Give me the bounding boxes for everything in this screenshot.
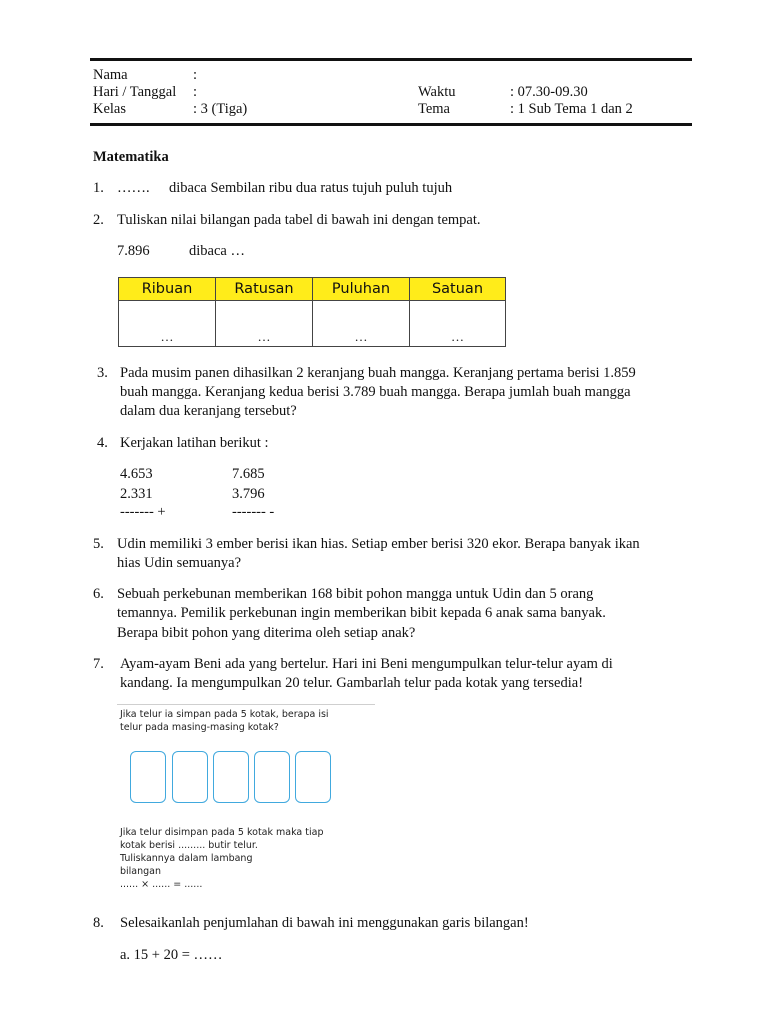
q6-line: Berapa bibit pohon yang diterima oleh setiap anak?: [117, 625, 416, 641]
q4-operand: 7.685: [232, 466, 265, 482]
answer-cell-puluhan[interactable]: …: [313, 301, 410, 347]
q1-blank: …….: [117, 180, 150, 196]
kelas-value: : 3 (Tiga): [193, 101, 248, 117]
panel-prompt-line: Jika telur ia simpan pada 5 kotak, berapa isi: [120, 709, 329, 720]
q4-operand: 4.653: [120, 466, 153, 482]
panel-prompt-line: telur pada masing-masing kotak?: [120, 722, 279, 733]
q8-number: 8.: [93, 915, 104, 931]
q6-number: 6.: [93, 586, 104, 602]
hari-colon: :: [193, 84, 198, 100]
q6-line: Sebuah perkebunan memberikan 168 bibit pohon mangga untuk Udin dan 5 orang: [117, 586, 594, 602]
q2-text: Tuliskan nilai bilangan pada tabel di bawah ini dengan tempat.: [117, 212, 481, 228]
q8-item-a: a. 15 + 20 = ……: [120, 947, 223, 963]
panel-answer-line: ...... × ...... = ......: [120, 879, 203, 890]
q3-number: 3.: [97, 365, 108, 381]
egg-box[interactable]: [130, 751, 166, 803]
kelas-label: Kelas: [93, 101, 127, 117]
q6-line: temannya. Pemilik perkebunan ingin memberikan bibit kepada 6 anak sama banyak.: [117, 605, 606, 621]
q7-line: Ayam-ayam Beni ada yang bertelur. Hari ini Beni mengumpulkan telur-telur ayam di: [120, 656, 613, 672]
answer-cell-ribuan[interactable]: …: [119, 301, 216, 347]
panel-answer-line: bilangan: [120, 866, 162, 877]
q4-operator-line: ------- -: [232, 504, 275, 520]
egg-box[interactable]: [213, 751, 249, 803]
col-header-ribuan: Ribuan: [119, 278, 216, 301]
q7-line: kandang. Ia mengumpulkan 20 telur. Gambarlah telur pada kotak yang tersedia!: [120, 675, 584, 691]
panel-answer-line: kotak berisi ......... butir telur.: [120, 840, 258, 851]
tema-value: : 1 Sub Tema 1 dan 2: [510, 101, 633, 117]
egg-box[interactable]: [172, 751, 208, 803]
col-header-puluhan: Puluhan: [313, 278, 410, 301]
panel-answer-line: Jika telur disimpan pada 5 kotak maka tiap: [120, 827, 324, 838]
nama-colon: :: [193, 67, 198, 83]
header-bottom-rule: [90, 123, 692, 126]
q1-text: dibaca Sembilan ribu dua ratus tujuh puluh tujuh: [169, 180, 453, 196]
q5-line: hias Udin semuanya?: [117, 555, 242, 571]
q7-number: 7.: [93, 656, 104, 672]
q4-operand: 2.331: [120, 486, 153, 502]
q2-dibaca: dibaca …: [189, 243, 245, 259]
q5-number: 5.: [93, 536, 104, 552]
col-header-satuan: Satuan: [410, 278, 506, 301]
q4-operand: 3.796: [232, 486, 265, 502]
panel-answer-line: Tuliskannya dalam lambang: [120, 853, 253, 864]
header-top-rule: [90, 58, 692, 61]
q2-number: 2.: [93, 212, 104, 228]
q4-text: Kerjakan latihan berikut :: [120, 435, 269, 451]
place-value-table: [118, 277, 506, 347]
egg-box-panel: [117, 704, 375, 900]
egg-box[interactable]: [254, 751, 290, 803]
q2-number-value: 7.896: [117, 243, 150, 259]
place-value-answer-row: [119, 301, 506, 347]
waktu-value: : 07.30-09.30: [510, 84, 588, 100]
col-header-ratusan: Ratusan: [216, 278, 313, 301]
subject-title: Matematika: [93, 149, 169, 165]
answer-cell-satuan[interactable]: …: [410, 301, 506, 347]
hari-label: Hari / Tanggal: [93, 84, 177, 100]
q3-line: dalam dua keranjang tersebut?: [120, 403, 297, 419]
waktu-label: Waktu: [418, 84, 456, 100]
q8-text: Selesaikanlah penjumlahan di bawah ini menggunakan garis bilangan!: [120, 915, 529, 931]
q3-line: buah mangga. Keranjang kedua berisi 3.789 buah mangga. Berapa jumlah buah mangga: [120, 384, 631, 400]
answer-cell-ratusan[interactable]: …: [216, 301, 313, 347]
place-value-header-row: [119, 278, 506, 301]
q5-line: Udin memiliki 3 ember berisi ikan hias. Setiap ember berisi 320 ekor. Berapa banyak ikan: [117, 536, 640, 552]
q4-operator-line: ------- +: [120, 504, 166, 520]
q1-number: 1.: [93, 180, 104, 196]
q4-number: 4.: [97, 435, 108, 451]
tema-label: Tema: [418, 101, 450, 117]
panel-top-divider: [117, 704, 375, 705]
nama-label: Nama: [93, 67, 128, 83]
q3-line: Pada musim panen dihasilkan 2 keranjang buah mangga. Keranjang pertama berisi 1.859: [120, 365, 636, 381]
egg-box[interactable]: [295, 751, 331, 803]
